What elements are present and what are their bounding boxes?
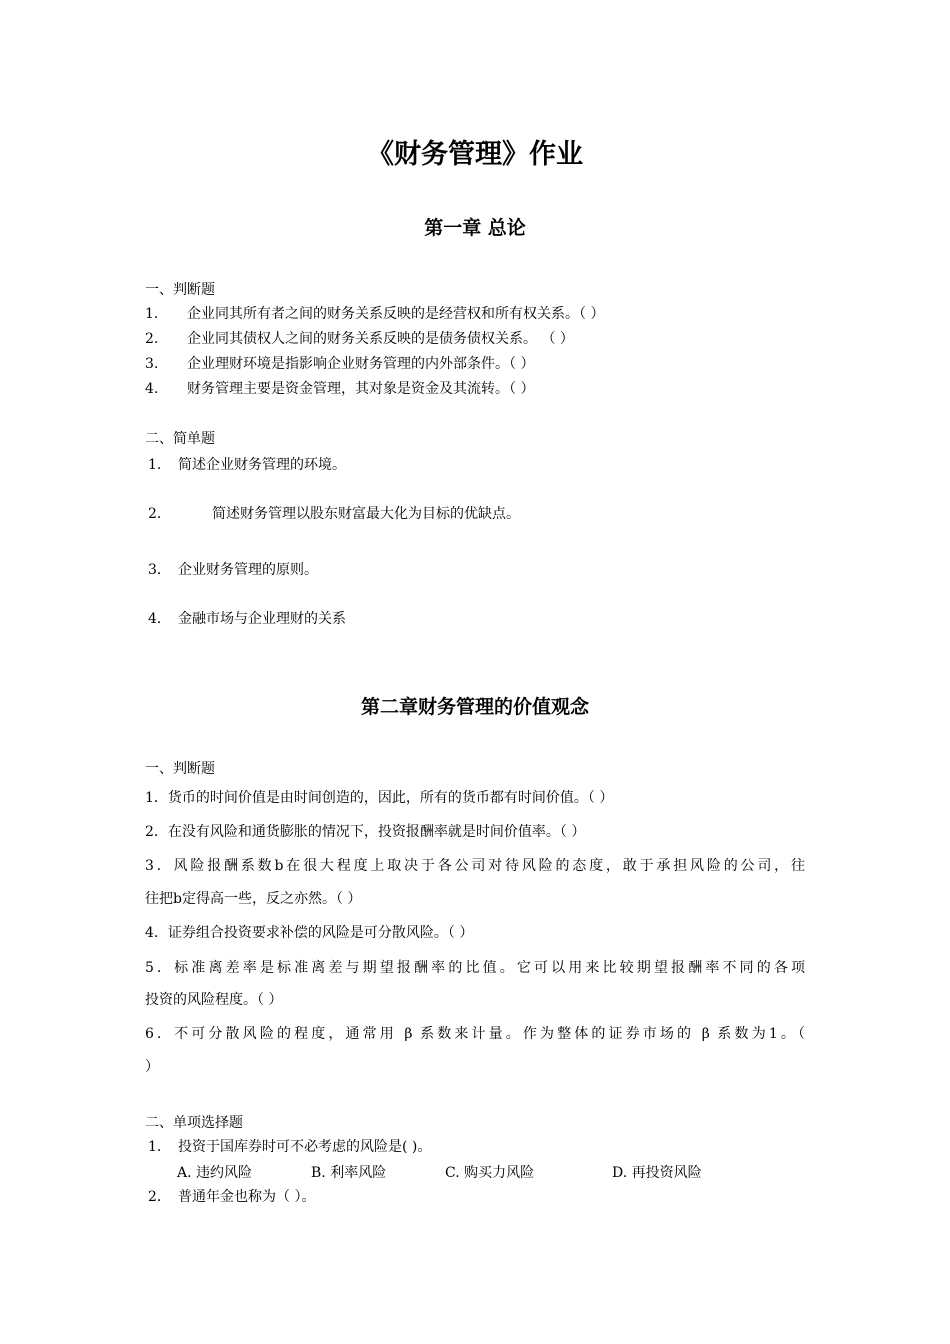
chapter-2-heading: 第二章财务管理的价值观念 (360, 696, 589, 718)
ch1-short-question-4 (148, 608, 346, 628)
question-number: 3. (145, 356, 159, 372)
question-number: 2． (148, 506, 171, 522)
question-text: 企业同其所有者之间的财务关系反映的是经营权和所有权关系。（ ） (187, 306, 605, 322)
question-text: 财务管理主要是资金管理，其对象是资金及其流转。（ ） (187, 381, 535, 397)
question-number: 1. (145, 306, 159, 322)
ch2-tf-line: 投资的风险程度。（ ） (145, 992, 283, 1008)
question-number: 4． (148, 611, 171, 627)
ch2-tf-line: 往把b定得高一些，反之亦然。（ ） (145, 891, 362, 907)
question-number: 2． (148, 1189, 171, 1205)
question-number: 2. (145, 331, 159, 347)
ch2-tf-line: 6．不可分散风险的程度，通常用 β 系数来计量。作为整体的证券市场的 β 系数为1。（ (145, 1026, 805, 1042)
question-text: 企业财务管理的原则。 (178, 562, 318, 578)
question-text: 简述财务管理以股东财富最大化为目标的优缺点。 (212, 506, 520, 522)
ch1-tf-question-2 (145, 328, 574, 348)
ch1-short-question-1 (148, 454, 346, 474)
ch2-tf-line: 5．标准离差率是标准离差与期望报酬率的比值。它可以用来比较期望报酬率不同的各项 (145, 960, 805, 976)
document-title: 《财务管理》作业 (367, 139, 583, 170)
question-text: 企业理财环境是指影响企业财务管理的内外部条件。（ ） (187, 356, 535, 372)
ch2-mc-question-2 (148, 1186, 315, 1206)
question-text: 投资于国库券时可不必考虑的风险是( )。 (178, 1139, 432, 1155)
ch2-tf-line: 3．风险报酬系数b在很大程度上取决于各公司对待风险的态度，敢于承担风险的公司，往 (145, 858, 805, 874)
chapter-1-heading: 第一章 总论 (424, 217, 526, 239)
ch2-tf-line: 4．证券组合投资要求补偿的风险是可分散风险。（ ） (145, 925, 474, 941)
question-text: 企业同其债权人之间的财务关系反映的是债务债权关系。 （ ） (187, 331, 574, 347)
ch1-short-question-3 (148, 559, 318, 579)
question-number: 4. (145, 381, 159, 397)
question-text: 普通年金也称为（ ）。 (178, 1189, 316, 1205)
question-number: 1． (148, 457, 171, 473)
ch2-section-true-false-heading: 一、判断题 (145, 761, 215, 777)
ch2-mc-question-1 (148, 1136, 431, 1156)
ch1-section-short-answer-heading: 二、简单题 (145, 431, 215, 447)
ch1-short-question-2 (148, 503, 520, 523)
question-number: 3． (148, 562, 171, 578)
mc1-option-b: B. 利率风险 (311, 1165, 387, 1181)
mc1-option-c: C. 购买力风险 (445, 1165, 535, 1181)
ch1-tf-question-4 (145, 378, 534, 398)
ch2-tf-line: ） (145, 1059, 159, 1075)
question-text: 金融市场与企业理财的关系 (178, 611, 346, 627)
ch2-section-multiple-choice-heading: 二、单项选择题 (145, 1115, 243, 1131)
question-number: 1． (148, 1139, 171, 1155)
ch1-section-true-false-heading: 一、判断题 (145, 282, 215, 298)
ch1-tf-question-3 (145, 353, 534, 373)
ch1-tf-question-1 (145, 303, 604, 323)
mc1-option-d: D. 再投资风险 (612, 1165, 702, 1181)
ch2-tf-line: 2．在没有风险和通货膨胀的情况下，投资报酬率就是时间价值率。（ ） (145, 824, 586, 840)
ch2-tf-line: 1．货币的时间价值是由时间创造的，因此，所有的货币都有时间价值。（ ） (145, 790, 614, 806)
question-text: 简述企业财务管理的环境。 (178, 457, 346, 473)
mc1-option-a: A. 违约风险 (177, 1165, 253, 1181)
